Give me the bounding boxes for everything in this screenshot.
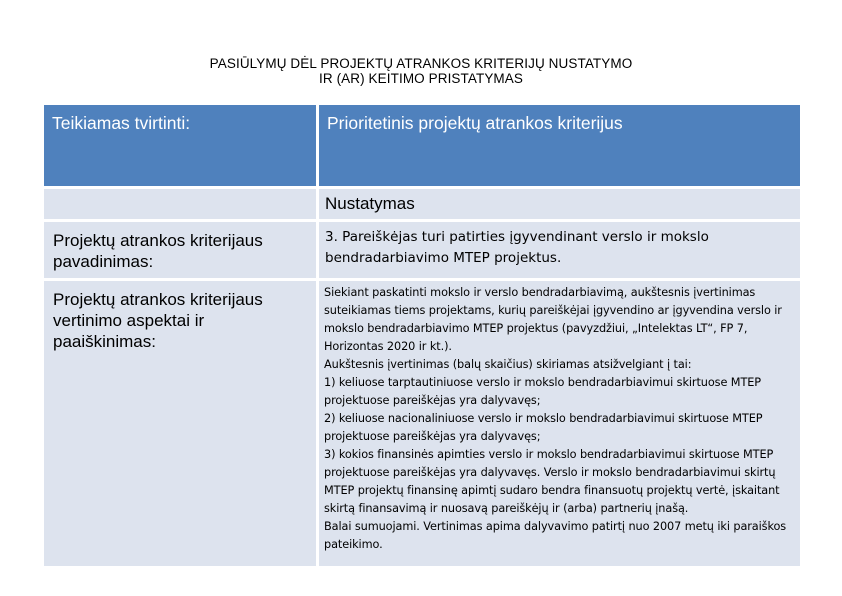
row2-paragraph-5: 3) kokios finansinės apimties verslo ir mokslo bendradarbiavimui skirtuose MTEP projektuose pareiškėjas yra dalyvavęs. Verslo ir mokslo bendradarbiavimui skirtų MTEP projektų finansinę apimtį sudaro bendra finansuotų projektų vertė, įskaitant skirtą finansavimą ir nuosavą pareiškėjų ir (arba) partnerių įnašą. xyxy=(324,448,780,515)
title-line-2: IR (AR) KEITIMO PRISTATYMAS xyxy=(319,71,523,86)
row2-paragraph-3: 1) keliuose tarptautiniuose verslo ir mokslo bendradarbiavimui skirtuose MTEP projektuose pareiškėjas yra dalyvavęs; xyxy=(324,376,762,407)
row2-paragraph-1: Siekiant paskatinti mokslo ir verslo bendradarbiavimą, aukštesnis įvertinimas suteikiamas tiems projektams, kurių pareiškėjai įgyvendino ar įgyvendina verslo ir mokslo bendradarbiavimo MTEP projektus (pavyzdžiui, „Intelektas LT“, FP 7, Horizontas 2020 ir kt.). xyxy=(324,286,782,353)
row2-value-cell xyxy=(319,281,800,566)
row1-value-cell: 3. Pareiškėjas turi patirties įgyvendinant verslo ir mokslo bendradarbiavimo MTEP projektus. xyxy=(319,222,800,278)
row2-paragraph-2: Aukštesnis įvertinimas (balų skaičius) skiriamas atsižvelgiant į tai: xyxy=(324,358,692,371)
row1-label-cell: Projektų atrankos kriterijaus pavadinimas: xyxy=(44,222,316,278)
page-title xyxy=(0,56,842,86)
header-left-cell: Teikiamas tvirtinti: xyxy=(44,105,316,186)
subheader-left-cell xyxy=(44,189,316,219)
row2-paragraph-6: Balai sumuojami. Vertinimas apima dalyvavimo patirtį nuo 2007 metų iki paraiškos pateikimo. xyxy=(324,520,787,551)
subheader-cell: Nustatymas xyxy=(319,189,800,219)
row2-label-cell: Projektų atrankos kriterijaus vertinimo aspektai ir paaiškinimas: xyxy=(44,281,316,566)
title-line-1: PASIŪLYMŲ DĖL PROJEKTŲ ATRANKOS KRITERIJŲ NUSTATYMO xyxy=(209,56,633,71)
header-right-cell: Prioritetinis projektų atrankos kriterijus xyxy=(319,105,800,186)
row2-paragraph-4: 2) keliuose nacionaliniuose verslo ir mokslo bendradarbiavimui skirtuose MTEP projektuose pareiškėjas yra dalyvavęs; xyxy=(324,412,763,443)
